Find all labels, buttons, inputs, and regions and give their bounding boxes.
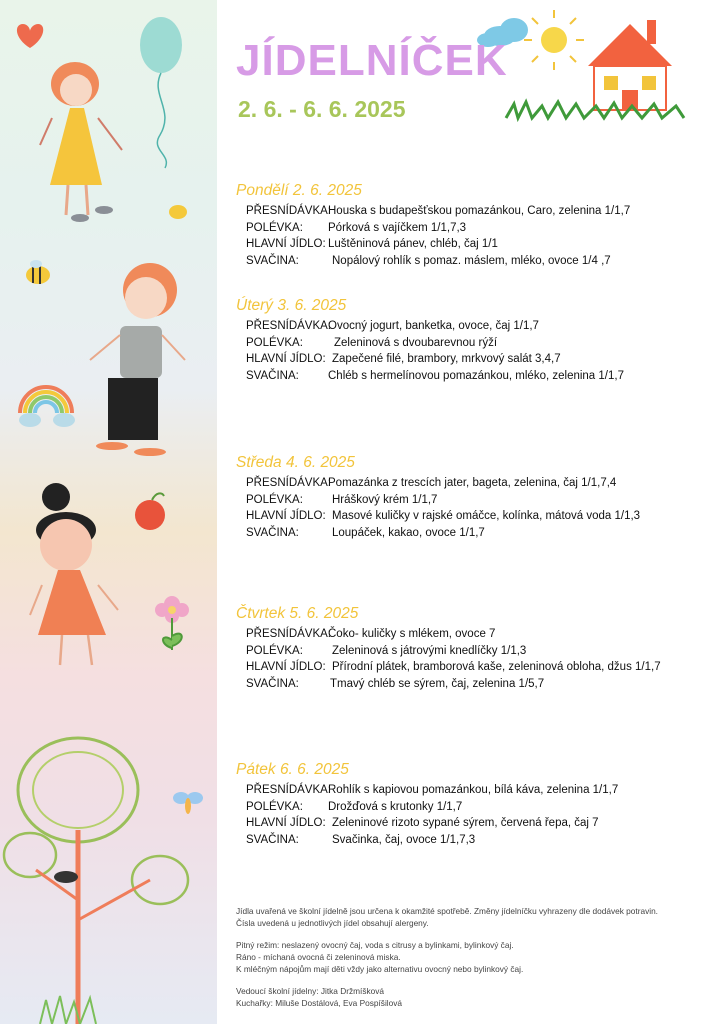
meal-text: Rohlík s kapiovou pomazánkou, bílá káva, zelenina 1/1,7 (328, 784, 619, 796)
meal-text: Zapečené filé, brambory, mrkvový salát 3,4,7 (332, 353, 561, 365)
day-friday (236, 761, 706, 850)
meal-row (236, 645, 706, 662)
meal-label: PŘESNÍDÁVKA: (246, 205, 331, 217)
meal-row (236, 784, 706, 801)
meal-text: Nopálový rohlík s pomaz. máslem, mléko, ovoce 1/4 ,7 (332, 254, 611, 267)
apple-icon (135, 500, 165, 530)
meal-text: Zeleninová s játrovými knedlíčky 1/1,3 (332, 644, 527, 657)
meal-text: Hráškový krém 1/1,7 (332, 493, 438, 506)
tree-icon (4, 738, 188, 1024)
meal-text: Pórková s vajíčkem 1/1,7,3 (328, 221, 467, 234)
meal-label: POLÉVKA: (246, 221, 303, 234)
rainbow-icon (20, 387, 72, 413)
meal-text: Loupáček, kakao, ovoce 1/1,7 (332, 526, 485, 539)
footer-note: Jídla uvařená ve školní jídelně jsou určena k okamžité spotřebě. Změny jídelníčku vyhrazeny dle dodávek potravin. (236, 906, 658, 916)
meal-label: SVAČINA: (246, 833, 299, 846)
meal-text: Tmavý chléb se sýrem, čaj, zelenina 1/5,7 (330, 677, 545, 690)
meal-row (236, 255, 706, 272)
decorative-sidebar (0, 0, 217, 1024)
meal-label: HLAVNÍ JÍDLO: (246, 238, 326, 250)
meal-row (236, 801, 706, 818)
boy-icon (90, 263, 185, 456)
day-title: Čtvrtek 5. 6. 2025 (236, 605, 359, 622)
meal-label: HLAVNÍ JÍDLO: (246, 661, 326, 673)
meal-label: POLÉVKA: (246, 644, 303, 657)
meal-text: Luštěninová pánev, chléb, čaj 1/1 (328, 238, 498, 250)
meal-row (236, 238, 706, 255)
meal-text: Chléb s hermelínovou pomazánkou, mléko, zelenina 1/1,7 (328, 369, 624, 382)
day-wednesday (236, 454, 706, 543)
sun-icon (524, 10, 584, 70)
meal-label: HLAVNÍ JÍDLO: (246, 817, 326, 829)
meal-row (236, 337, 706, 354)
girl-orange-icon (30, 483, 118, 665)
meal-text: Svačinka, čaj, ovoce 1/1,7,3 (332, 833, 476, 846)
footer-cooks: Kuchařky: Miluše Dostálová, Eva Pospíšilová (236, 998, 403, 1008)
meal-label: PŘESNÍDÁVKA: (246, 628, 331, 640)
day-title: Středa 4. 6. 2025 (236, 454, 355, 471)
meal-row (236, 477, 706, 494)
meal-row (236, 222, 706, 239)
meal-row (236, 510, 706, 527)
meal-label: HLAVNÍ JÍDLO: (246, 510, 326, 522)
footer-drinks: K mléčným nápojům mají děti vždy jako alternativu ovocný nebo bylinkový čaj. (236, 964, 524, 974)
page-title: JÍDELNÍČEK (236, 36, 508, 85)
footer-manager: Vedoucí školní jídelny: Jitka Držmíšková (236, 986, 385, 996)
meal-text: Drožďová s krutonky 1/1,7 (328, 800, 463, 813)
meal-label: SVAČINA: (246, 677, 299, 690)
day-thursday (236, 605, 706, 694)
meal-label: PŘESNÍDÁVKA: (246, 477, 331, 489)
meal-text: Masové kuličky v rajské omáčce, kolínka, mátová voda 1/1,3 (332, 510, 641, 522)
meal-row (236, 205, 706, 222)
meal-row (236, 817, 706, 834)
bee-icon (26, 260, 50, 284)
meal-text: Ovocný jogurt, banketka, ovoce, čaj 1/1,7 (328, 320, 539, 332)
footer-note: Čísla uvedená u jednotlivých jídel obsahují alergeny. (236, 918, 429, 928)
meal-text: Zeleninová s dvoubarevnou rýží (334, 336, 498, 349)
meal-text: Pomazánka z trescích jater, bageta, zelenina, čaj 1/1,7,4 (328, 477, 617, 489)
day-title: Pondělí 2. 6. 2025 (236, 182, 362, 199)
day-monday (236, 182, 706, 271)
meal-row (236, 661, 706, 678)
day-tuesday (236, 297, 706, 386)
meal-text: Houska s budapešťskou pomazánkou, Caro, zelenina 1/1,7 (328, 205, 631, 217)
meal-row (236, 628, 706, 645)
small-bee-icon (169, 205, 187, 219)
heart-icon (17, 24, 43, 48)
house-icon (588, 20, 672, 110)
meal-label: POLÉVKA: (246, 493, 303, 506)
meal-label: SVAČINA: (246, 369, 299, 382)
day-title: Úterý 3. 6. 2025 (236, 297, 347, 314)
meal-row (236, 370, 706, 387)
footer-notes (236, 905, 716, 1009)
kids-drawings-illustration (0, 0, 217, 1024)
meal-text: Zeleninové rizoto sypané sýrem, červená řepa, čaj 7 (332, 817, 599, 829)
meal-label: POLÉVKA: (246, 336, 303, 349)
meal-row (236, 527, 706, 544)
grass-icon (40, 996, 96, 1024)
meal-label: SVAČINA: (246, 254, 299, 267)
meal-label: HLAVNÍ JÍDLO: (246, 353, 326, 365)
meal-row (236, 494, 706, 511)
balloon-icon (140, 17, 182, 73)
flower-icon (155, 596, 189, 650)
meal-label: SVAČINA: (246, 526, 299, 539)
meal-text: Přírodní plátek, bramborová kaše, zeleninová obloha, džus 1/1,7 (332, 661, 661, 673)
meal-label: PŘESNÍDÁVKA: (246, 320, 331, 332)
footer-drinks: Ráno - míchaná ovocná či zeleninová miska. (236, 952, 401, 962)
meal-row (236, 320, 706, 337)
footer-drinks: Pitný režim: neslazený ovocný čaj, voda s citrusy a bylinkami, bylinkový čaj. (236, 940, 514, 950)
day-title: Pátek 6. 6. 2025 (236, 761, 349, 778)
week-dates: 2. 6. - 6. 6. 2025 (238, 96, 406, 122)
meal-row (236, 353, 706, 370)
butterfly-icon (173, 792, 203, 814)
meal-label: POLÉVKA: (246, 800, 303, 813)
meal-row (236, 834, 706, 851)
meal-text: Čoko- kuličky s mlékem, ovoce 7 (328, 628, 496, 640)
meal-label: PŘESNÍDÁVKA: (246, 784, 331, 796)
meal-row (236, 678, 706, 695)
girl-yellow-icon (40, 62, 122, 222)
